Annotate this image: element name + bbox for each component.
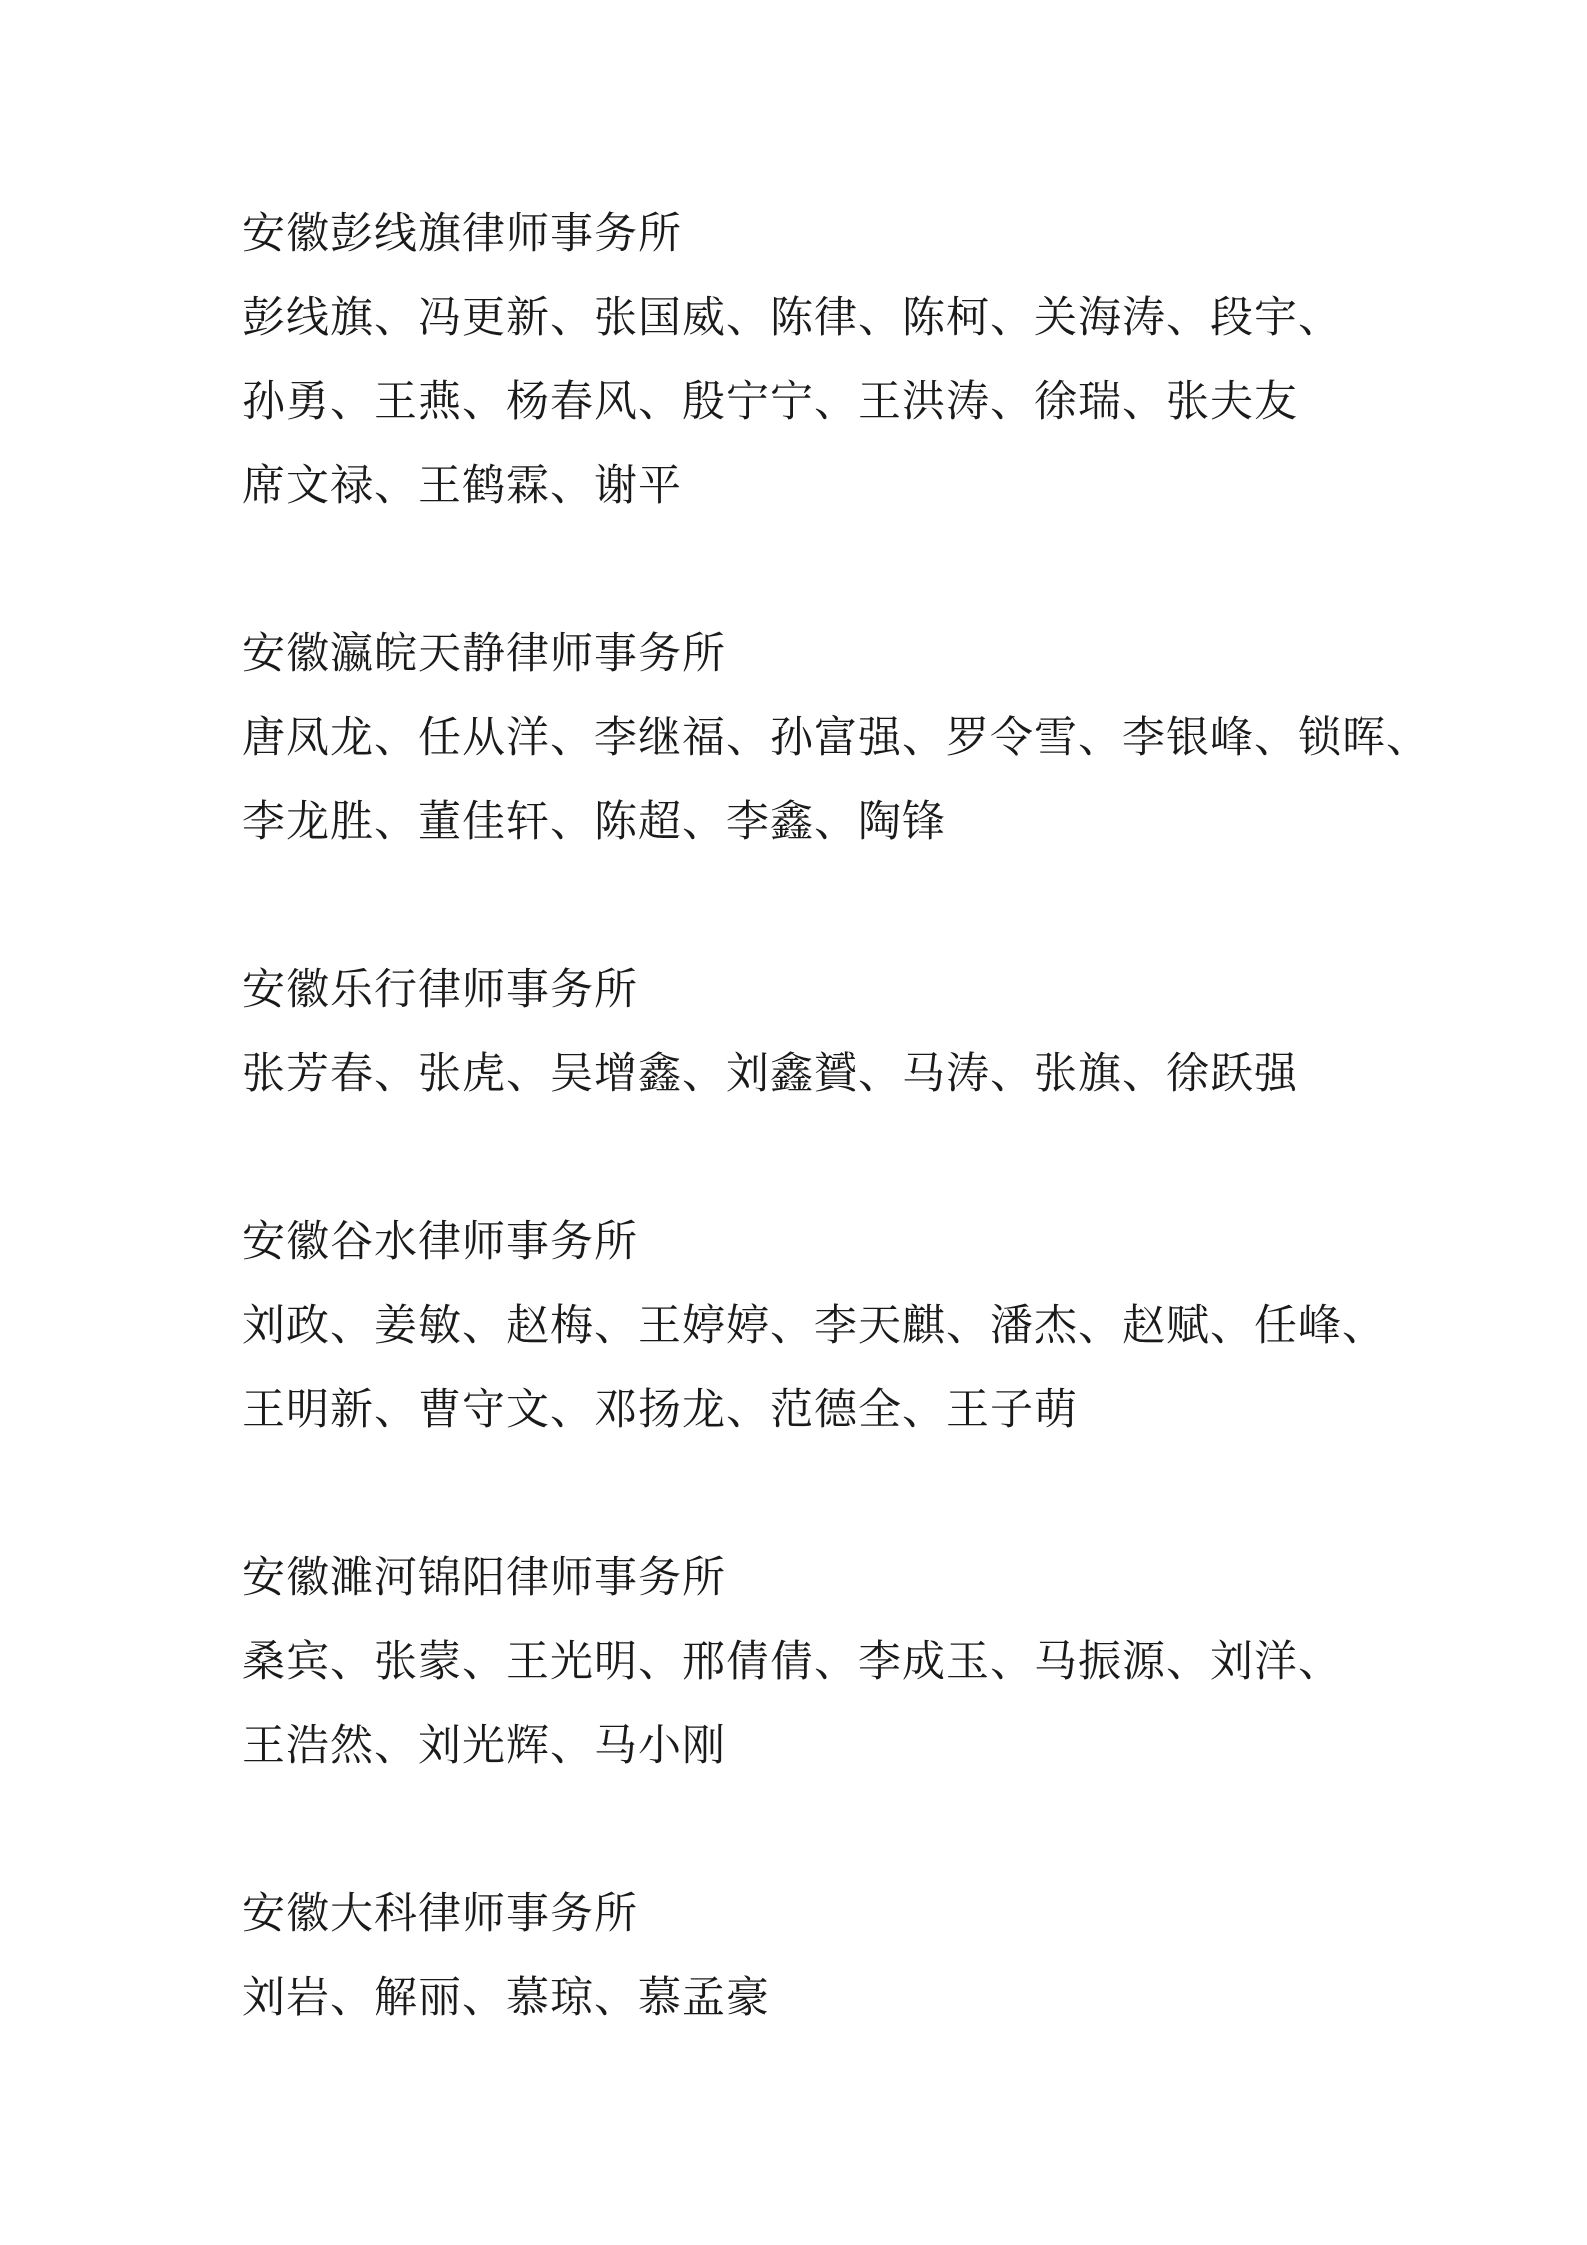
firm-section <box>242 1536 1442 1788</box>
firm-section <box>242 192 1442 528</box>
lawyer-list-line: 桑宾、张蒙、王光明、邢倩倩、李成玉、马振源、刘洋、 <box>242 1637 1342 1687</box>
lawyer-list-line: 彭线旗、冯更新、张国威、陈律、陈柯、关海涛、段宇、 <box>242 293 1342 343</box>
lawyer-list-line: 孙勇、王燕、杨春风、殷宁宁、王洪涛、徐瑞、张夫友 <box>242 377 1298 427</box>
lawyer-list-line: 王浩然、刘光辉、马小刚 <box>242 1721 726 1771</box>
firm-section <box>242 1872 1442 2040</box>
firm-name: 安徽彭线旗律师事务所 <box>242 209 682 259</box>
lawyer-list-line: 王明新、曹守文、邓扬龙、范德全、王子萌 <box>242 1385 1078 1435</box>
firm-name: 安徽乐行律师事务所 <box>242 965 638 1015</box>
lawyer-list-line: 刘岩、解丽、慕琼、慕孟豪 <box>242 1973 770 2023</box>
firm-name: 安徽大科律师事务所 <box>242 1889 638 1939</box>
lawyer-list-line: 刘政、姜敏、赵梅、王婷婷、李天麒、潘杰、赵赋、任峰、 <box>242 1301 1386 1351</box>
firm-name: 安徽谷水律师事务所 <box>242 1217 638 1267</box>
firm-section <box>242 1200 1442 1452</box>
lawyer-list-line: 李龙胜、董佳轩、陈超、李鑫、陶锋 <box>242 797 946 847</box>
firm-section <box>242 612 1442 864</box>
firm-name: 安徽濉河锦阳律师事务所 <box>242 1553 726 1603</box>
lawyer-list-line: 席文禄、王鹤霖、谢平 <box>242 461 682 511</box>
firm-name: 安徽瀛皖天静律师事务所 <box>242 629 726 679</box>
lawyer-list-line: 唐凤龙、任从洋、李继福、孙富强、罗令雪、李银峰、锁晖、 <box>242 713 1430 763</box>
lawyer-list-line: 张芳春、张虎、吴增鑫、刘鑫贇、马涛、张旗、徐跃强 <box>242 1049 1298 1099</box>
firm-section <box>242 948 1442 1116</box>
